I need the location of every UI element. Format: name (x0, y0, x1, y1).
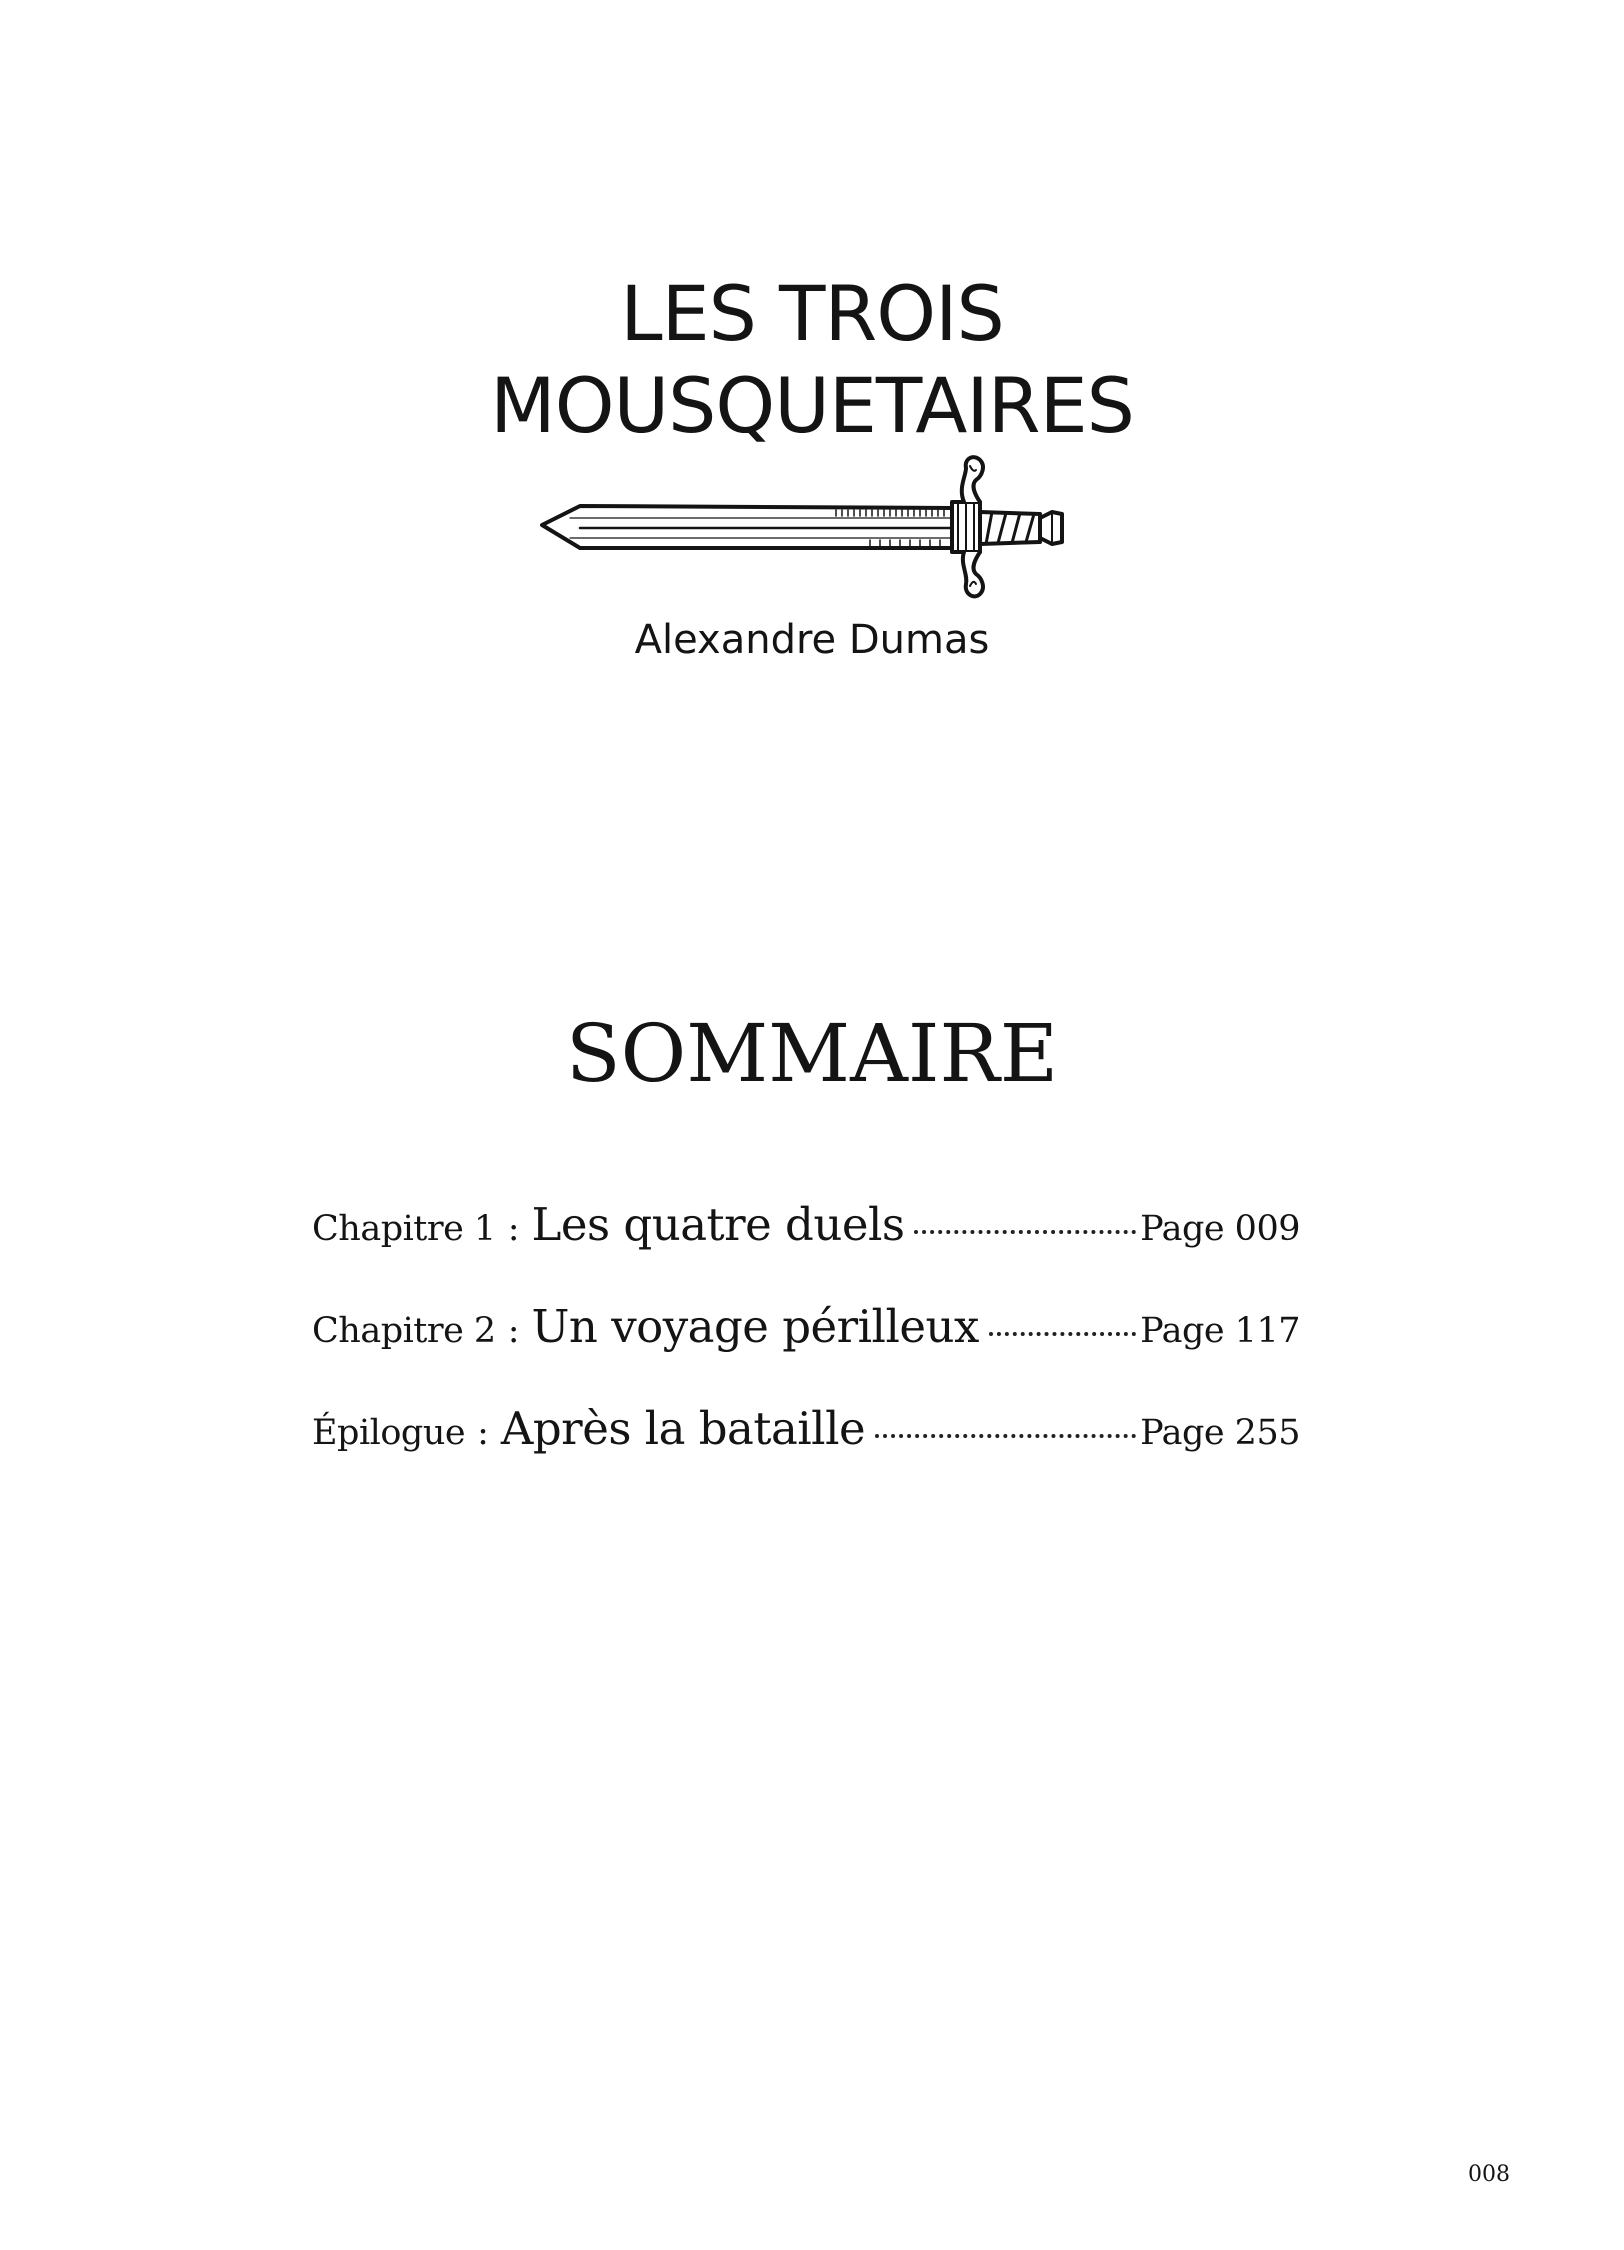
toc-entry-label: Épilogue (312, 1413, 466, 1453)
dot-leader (989, 1332, 1136, 1336)
toc-entry-page: Page 255 (1140, 1413, 1300, 1453)
toc-entry-epilogue[interactable] (312, 1402, 1300, 1504)
toc-entry-separator: : (507, 1311, 520, 1351)
book-title (0, 268, 1624, 452)
dot-leader (914, 1230, 1136, 1234)
toc-entry-page: Page 009 (1140, 1209, 1300, 1249)
author-name: Alexandre Dumas (634, 617, 990, 663)
book-title-line-1: LES TROIS (620, 269, 1004, 358)
toc-entry-label: Chapitre 1 (312, 1209, 496, 1249)
toc-entry-separator: : (507, 1209, 520, 1249)
dot-leader (875, 1434, 1136, 1438)
toc-entry-page: Page 117 (1140, 1311, 1300, 1351)
toc-heading: SOMMAIRE (565, 1007, 1059, 1100)
table-of-contents (312, 1198, 1300, 1504)
page-number: 008 (1468, 2162, 1510, 2187)
toc-entry-title: Un voyage périlleux (531, 1300, 979, 1353)
toc-entry-separator: : (477, 1413, 489, 1453)
toc-entry-chapter-1[interactable] (312, 1198, 1300, 1300)
toc-entry-label: Chapitre 2 (312, 1311, 496, 1351)
toc-entry-chapter-2[interactable] (312, 1300, 1300, 1402)
book-title-line-2: MOUSQUETAIRES (490, 361, 1134, 450)
sword-icon (540, 452, 1100, 602)
toc-entry-title: Après la bataille (500, 1402, 866, 1455)
toc-entry-title: Les quatre duels (531, 1198, 905, 1251)
